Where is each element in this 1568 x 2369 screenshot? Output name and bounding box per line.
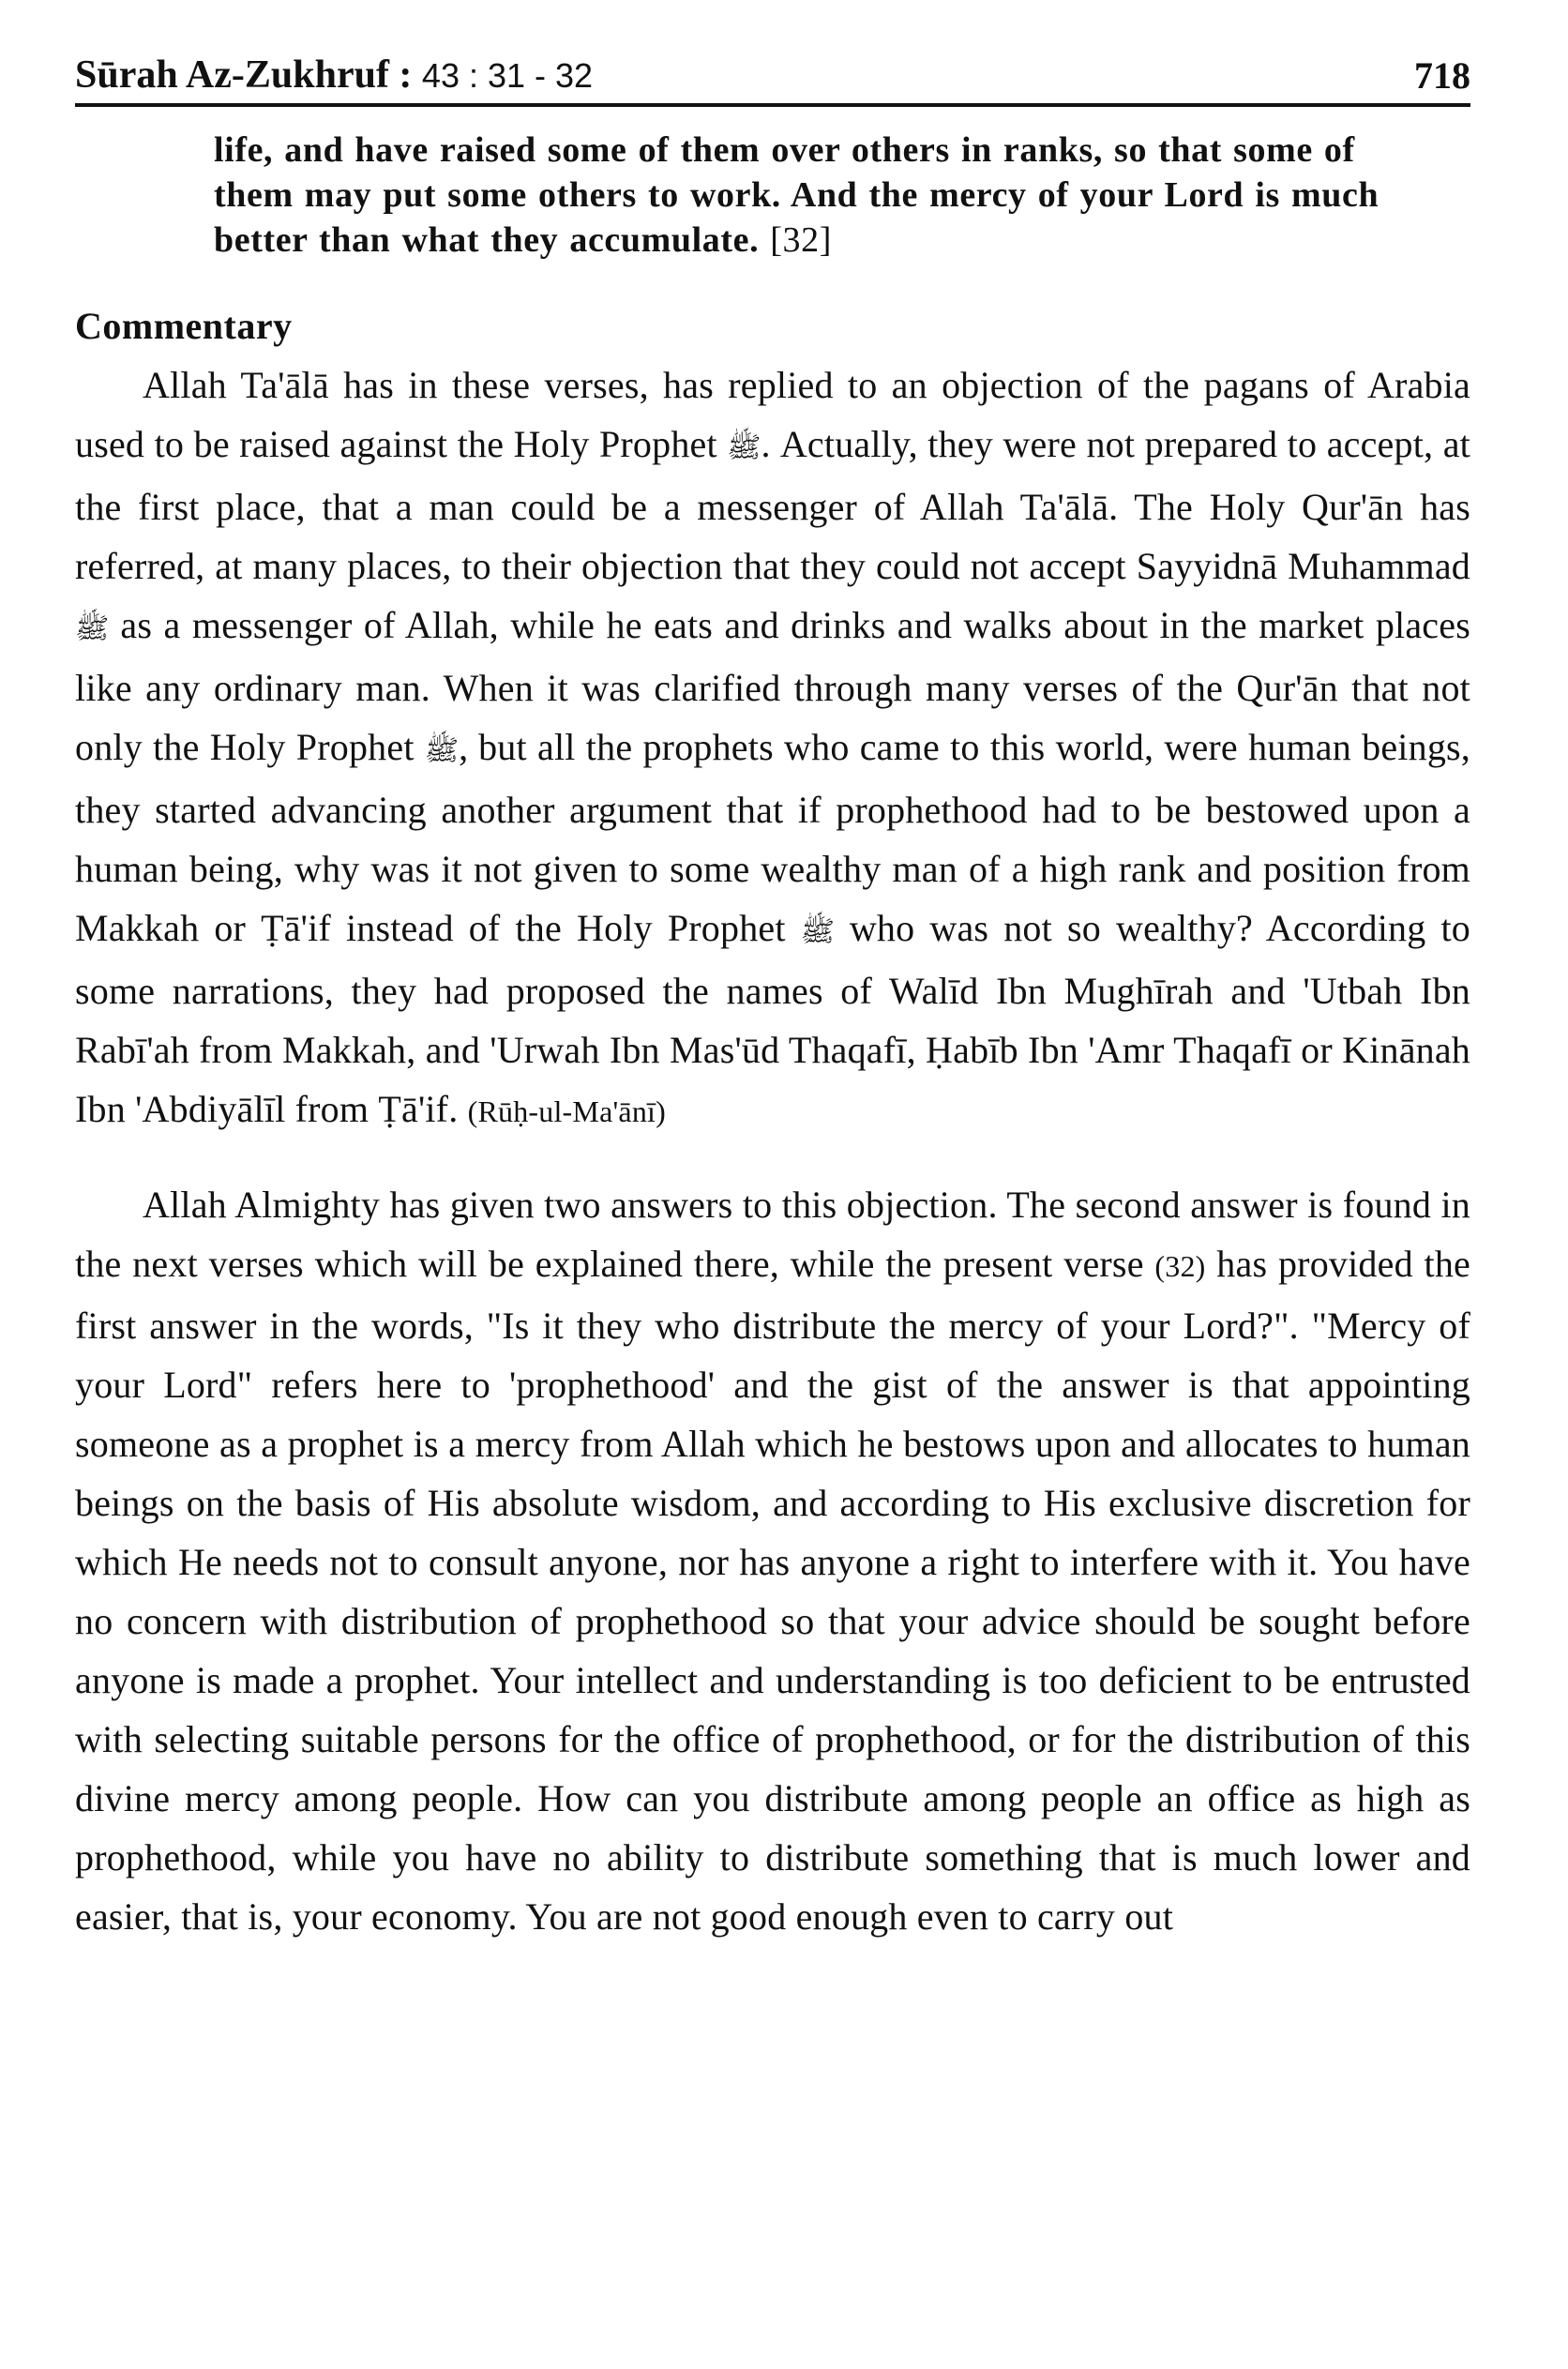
para1-text-1: Allah Ta'ālā has in these verses, has replied to an objection of the pagans of Arabia used to be raised against the Holy Prophet: [75, 364, 1470, 465]
header-title: [75, 53, 593, 98]
commentary-paragraph-1: [75, 355, 1470, 1141]
para1-text-4: , but all the prophets who came to this world, were human beings, they started advancing another argument that if prophethood had to be bestowed upon a human being, why was it not given to some wealthy man of a high rank and position from Makkah or Ṭā'if instead of the Holy Prophet: [75, 726, 1470, 949]
section-heading: Commentary: [75, 305, 293, 347]
commentary-paragraph-2: [75, 1175, 1470, 1946]
para2-text-1: Allah Almighty has given two answers to this objection. The second answer is found in the next verses which will be explained there, while the present verse: [75, 1184, 1470, 1285]
verse-text: life, and have raised some of them over others in ranks, so that some of them may put some others to work. And the mercy of your Lord is much better than what they accumulate.: [214, 130, 1380, 260]
document-page: [75, 38, 1470, 1946]
verse-range: 43 : 31 - 32: [421, 56, 594, 95]
running-header: [75, 38, 1470, 107]
pbuh-symbol: ﷺ: [727, 432, 761, 463]
page-number: 718: [1414, 54, 1470, 97]
pbuh-symbol: ﷺ: [800, 916, 835, 947]
verse-translation: [214, 128, 1407, 263]
verse-number: [32]: [770, 220, 833, 260]
pbuh-symbol: ﷺ: [424, 735, 460, 766]
surah-name: Sūrah Az-Zukhruf :: [75, 53, 413, 97]
citation: (Rūḥ-ul-Ma'ānī): [467, 1094, 666, 1128]
para1-text-3: as a messenger of Allah, while he eats and drinks and walks about in the market places like any ordinary man. When it was clarified through many verses of the Qur'ān that not only the Holy Prophet: [75, 604, 1470, 768]
para1-text-5: who was not so wealthy? According to some narrations, they had proposed the names of Walīd Ibn Mughīrah and 'Utbah Ibn Rabī'ah from Makkah, and 'Urwah Ibn Mas'ūd Thaqafī, Ḥabīb Ibn 'Amr Thaqafī or Kinānah Ibn 'Abdiyālīl from Ṭā'if.: [75, 907, 1470, 1130]
pbuh-symbol: ﷺ: [75, 613, 110, 644]
para2-text-2: has provided the first answer in the words, "Is it they who distribute the mercy of your Lord?". "Mercy of your Lord" refers here to 'prophethood' and the gist of the answer is that appointing someone as a prophet is a mercy from Allah which he bestows upon and allocates to human beings on the basis of His absolute wisdom, and according to His exclusive discretion for which He needs not to consult anyone, nor has anyone a right to interfere with it. You have no concern with distribution of prophethood so that your advice should be sought before anyone is made a prophet. Your intellect and understanding is too deficient to be entrusted with selecting suitable persons for the office of prophethood, or for the distribution of this divine mercy among people. How can you distribute among people an office as high as prophethood, while you have no ability to distribute something that is much lower and easier, that is, your economy. You are not good enough even to carry out: [75, 1243, 1470, 1938]
para1-text-2: . Actually, they were not prepared to accept, at the first place, that a man could be a messenger of Allah Ta'ālā. The Holy Qur'ān has referred, at many places, to their objection that they could not accept Sayyidnā Muhammad: [75, 423, 1470, 587]
verse-reference: (32): [1154, 1249, 1206, 1283]
